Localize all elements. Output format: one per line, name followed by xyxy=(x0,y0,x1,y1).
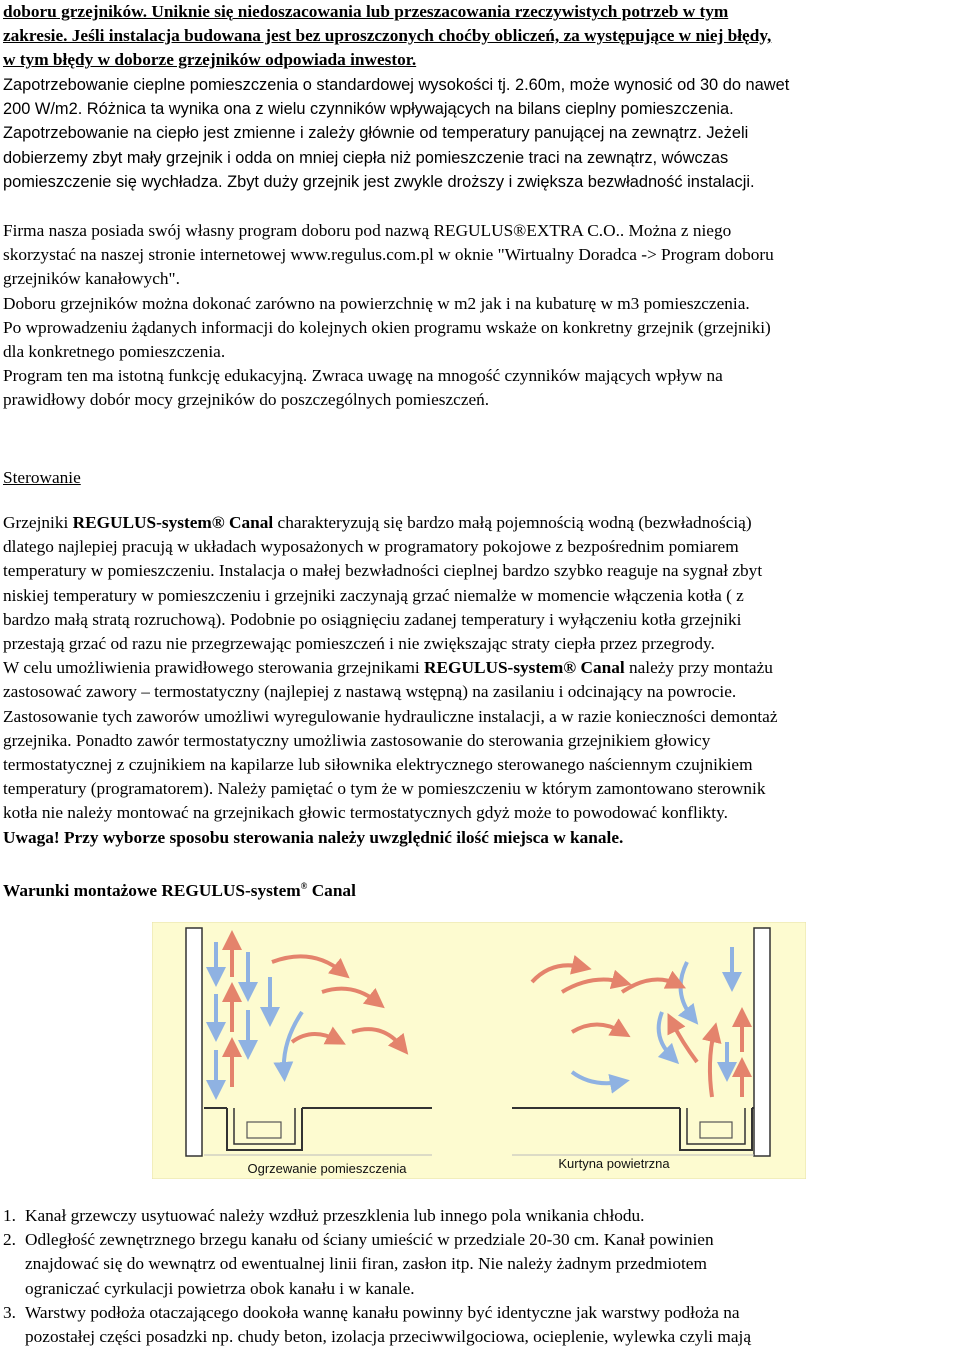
diagram-background xyxy=(152,922,806,1179)
text-line: niskiej temperatury w pomieszczeniu i grzejniki zaczynają grzać niemalże w momencie włączenia kotła ( z xyxy=(3,585,744,605)
text-line: grzejników kanałowych". xyxy=(3,269,180,289)
text-line: dlatego najlepiej pracują w układach wyposażonych w programatory pokojowe z bezpośrednim pomiarem xyxy=(3,537,739,557)
text-line: dla konkretnego pomieszczenia. xyxy=(3,342,226,362)
heading-text: Warunki montażowe REGULUS-system xyxy=(3,881,301,900)
right-caption: Kurtyna powietrzna xyxy=(558,1156,670,1171)
text-line: doboru grzejników. Uniknie się niedoszacowania lub przeszacowania rzeczywistych potrzeb w tym xyxy=(3,2,729,21)
list-item xyxy=(3,1204,960,1228)
list-number: 3. xyxy=(3,1302,16,1322)
list-number: 1. xyxy=(3,1206,16,1225)
text-line: Zastosowanie tych zaworów umożliwi wyregulowanie hydrauliczne instalacji, a w razie konieczności demontaż xyxy=(3,706,778,726)
list-number: 2. xyxy=(3,1230,16,1250)
section-heading-sterowanie xyxy=(3,466,960,490)
text-run: charakteryzują się bardzo małą pojemnością wodną (bezwładnością) xyxy=(273,513,752,532)
text-line: bardzo małą stratą rozruchową). Podobnie po osiągnięciu zadanej temperatury i wyłączeniu kotła grzejniki xyxy=(3,609,742,629)
text-line: Zapotrzebowanie cieplne pomieszczenia o standardowej wysokości tj. 2.60m, może wynosić od 30 do nawet xyxy=(3,76,790,94)
text-line: ograniczać cyrkulacji powietrza obok kanału i w kanale. xyxy=(25,1278,415,1298)
heading-text: Sterowanie xyxy=(3,468,81,487)
text-run: Grzejniki xyxy=(3,513,73,532)
mounting-conditions-list xyxy=(3,1204,960,1349)
product-name: REGULUS-system® Canal xyxy=(72,513,274,532)
text-run: należy przy montażu xyxy=(624,658,773,678)
heading-text: Canal xyxy=(307,881,356,900)
text-line: pomieszczenie się wychładza. Zbyt duży grzejnik jest zwykle droższy i zwiększa bezwładność instalacji. xyxy=(3,172,755,191)
text-run: W celu umożliwienia prawidłowego sterowania grzejnikami xyxy=(3,658,425,678)
text-line: grzejnika. Ponadto zawór termostatyczny umożliwia zastosowanie do sterowania grzejnikiem głowicy xyxy=(3,730,711,750)
inspection-warning xyxy=(3,0,960,73)
text-line: w tym błędy w doborze grzejników odpowiada inwestor. xyxy=(3,50,417,70)
text-line: skorzystać na naszej stronie internetowej www.regulus.com.pl w oknie "Wirtualny Doradca -> Program doboru xyxy=(3,245,774,265)
product-name: REGULUS-system® Canal xyxy=(424,658,625,678)
text-line: 200 W/m2. Różnica ta wynika ona z wielu czynników wpływających na bilans cieplny pomieszczenia. xyxy=(3,100,734,119)
text-line: temperatury w pomieszczeniu. Instalacja o małej bezwładności cieplnej bardzo szybko reaguje na sygnał zbyt xyxy=(3,561,763,581)
text-line: Kanał grzewczy usytuować należy wzdłuż przeszklenia lub innego pola wnikania chłodu. xyxy=(25,1206,645,1225)
text-line: zastosować zawory – termostatyczny (najlepiej z nastawą wstępną) na zasilaniu i odcinający na powrocie. xyxy=(3,682,737,702)
text-line: Program ten ma istotną funkcję edukacyjną. Zwraca uwagę na mnogość czynników mających wpływ na xyxy=(3,366,723,386)
text-line: Warstwy podłoża otaczającego dookoła wannę kanału powinny być identyczne jak warstwy podłoża na xyxy=(25,1302,740,1322)
text-line: Doboru grzejników można dokonać zarówno na powierzchnię w m2 jak i na kubaturę w m3 pomieszczenia. xyxy=(3,293,750,313)
text-line: znajdować się do wewnątrz od ewentualnej linii firan, zasłon itp. Nie należy żadnym przedmiotem xyxy=(25,1254,707,1274)
list-item xyxy=(3,1228,960,1301)
control-paragraph xyxy=(3,511,960,850)
text-line: zakresie. Jeśli instalacja budowana jest bez uproszczonych choćby obliczeń, za występujące w niej błędy, xyxy=(3,26,772,46)
window-frame xyxy=(186,928,202,1156)
section-heading-warunki xyxy=(3,879,960,903)
text-line: Odległość zewnętrznego brzegu kanału od ściany umieścić w przedziale 20-30 cm. Kanał powinien xyxy=(25,1230,714,1250)
program-paragraph xyxy=(3,219,960,413)
text-line: Zapotrzebowanie na ciepło jest zmienne i zależy głównie od temperatury panującej na zewnątrz. Jeżeli xyxy=(3,124,749,143)
registered-mark: ® xyxy=(300,881,308,892)
text-line: termostatycznej z czujnikiem na kapilarze lub siłownika elektrycznego sterowanego naściennym czujnikiem xyxy=(3,755,753,775)
left-caption: Ogrzewanie pomieszczenia xyxy=(247,1161,407,1176)
installation-diagram xyxy=(152,922,806,1179)
text-line: Po wprowadzeniu żądanych informacji do kolejnych okien programu wskaże on konkretny grzejnik (grzejniki) xyxy=(3,317,771,337)
list-item xyxy=(3,1301,960,1349)
text-line: kotła nie należy montować na grzejnikach głowic termostatycznych gdyż może to powodować konflikty. xyxy=(3,803,728,823)
text-line: przestają grzać od razu nie przegrzewając pomieszczeń i nie zwiększając straty ciepła przez przegrody. xyxy=(3,634,715,654)
warning-text: Uwaga! Przy wyborze sposobu sterowania należy uwzględnić ilość miejsca w kanale. xyxy=(3,827,624,847)
heat-demand-paragraph xyxy=(3,73,960,194)
text-line: Firma nasza posiada swój własny program doboru pod nazwą REGULUS®EXTRA C.O.. Można z niego xyxy=(3,221,732,240)
text-line: prawidłowy dobór mocy grzejników do poszczególnych pomieszczeń. xyxy=(3,390,490,410)
text-line: dobierzemy zbyt mały grzejnik i odda on mniej ciepła niż pomieszczenie traci na zewnątrz, wówczas xyxy=(3,148,729,167)
window-frame xyxy=(754,928,770,1156)
text-line: temperatury (programatorem). Należy pamiętać o tym że w pomieszczeniu w którym zamontowano sterownik xyxy=(3,779,766,799)
text-line: pozostałej części posadzki np. chudy beton, izolacja przeciwwilgociowa, ocieplenie, wylewka czyli mają xyxy=(25,1327,752,1347)
